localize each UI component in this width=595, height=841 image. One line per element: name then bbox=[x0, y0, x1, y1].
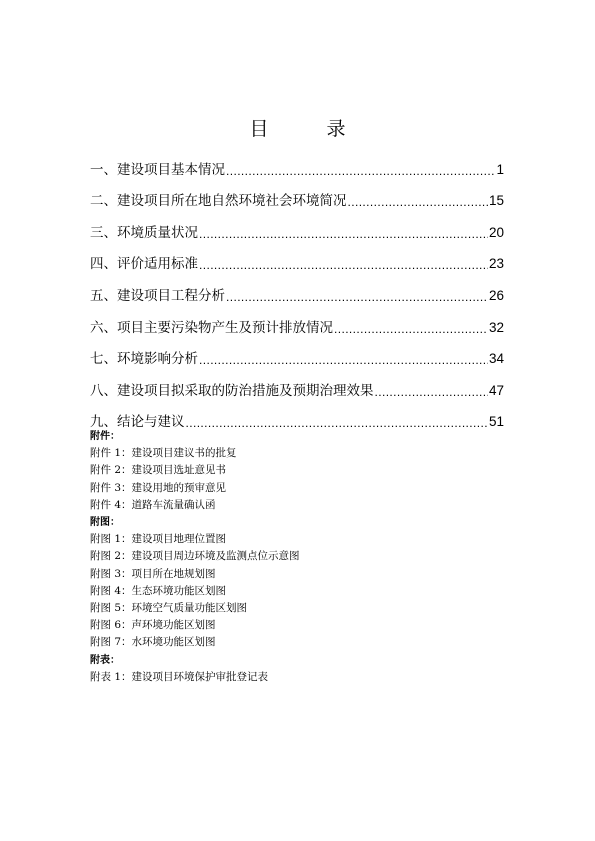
toc-entry-page: 1 bbox=[496, 161, 504, 177]
toc-leader-dots bbox=[226, 288, 488, 306]
toc-entry-page: 15 bbox=[488, 193, 504, 209]
toc-leader-dots bbox=[226, 162, 495, 180]
toc-entry[interactable] bbox=[90, 211, 504, 243]
toc-entry-label: 一、建设项目基本情况 bbox=[90, 161, 225, 178]
toc-entry-page: 20 bbox=[488, 224, 504, 240]
toc-entry-label: 八、建设项目拟采取的防治措施及预期治理效果 bbox=[90, 382, 374, 399]
toc-entry-page: 32 bbox=[488, 319, 504, 335]
toc-entry-page: 47 bbox=[488, 382, 504, 398]
toc-entry[interactable] bbox=[90, 180, 504, 212]
figure-item: 附图 7：水环境功能区划图 bbox=[90, 636, 216, 649]
figure-item: 附图 1：建设项目地理位置图 bbox=[90, 533, 227, 546]
toc-entry-page: 23 bbox=[488, 256, 504, 272]
table-item: 附表 1：建设项目环境保护审批登记表 bbox=[90, 670, 269, 683]
toc-leader-dots bbox=[375, 383, 488, 401]
toc-leader-dots bbox=[199, 225, 488, 243]
figures-heading: 附图： bbox=[90, 517, 120, 529]
table-of-contents bbox=[90, 148, 504, 432]
toc-entry-label: 二、建设项目所在地自然环境社会环境简况 bbox=[90, 193, 347, 210]
toc-leader-dots bbox=[348, 193, 488, 211]
toc-entry[interactable] bbox=[90, 338, 504, 370]
attachments-heading: 附件： bbox=[90, 431, 120, 442]
appendix-list bbox=[90, 428, 510, 686]
toc-entry-page: 34 bbox=[488, 351, 504, 367]
toc-entry-label: 六、项目主要污染物产生及预计排放情况 bbox=[90, 319, 333, 336]
toc-entry[interactable] bbox=[90, 306, 504, 338]
toc-entry-page: 51 bbox=[488, 414, 504, 430]
toc-entry[interactable] bbox=[90, 274, 504, 306]
figure-item: 附图 3：项目所在地规划图 bbox=[90, 567, 216, 580]
attachment-item: 附件 1：建设项目建议书的批复 bbox=[90, 447, 237, 460]
attachment-item: 附件 3：建设用地的预审意见 bbox=[90, 481, 227, 494]
toc-entry[interactable] bbox=[90, 243, 504, 275]
figure-item: 附图 5：环境空气质量功能区划图 bbox=[90, 602, 248, 615]
figure-item: 附图 6：声环境功能区划图 bbox=[90, 619, 216, 632]
tables-heading: 附表： bbox=[90, 654, 120, 666]
toc-entry-label: 五、建设项目工程分析 bbox=[90, 287, 225, 304]
page-title: 目 录 bbox=[249, 118, 372, 140]
toc-entry-label: 七、环境影响分析 bbox=[90, 351, 198, 368]
toc-entry-page: 26 bbox=[488, 287, 504, 303]
toc-entry[interactable] bbox=[90, 369, 504, 401]
toc-entry-label: 四、评价适用标准 bbox=[90, 256, 198, 273]
attachment-item: 附件 2：建设项目选址意见书 bbox=[90, 464, 227, 477]
attachment-item: 附件 4：道路车流量确认函 bbox=[90, 498, 216, 511]
figure-item: 附图 4：生态环境功能区划图 bbox=[90, 584, 227, 597]
figure-item: 附图 2：建设项目周边环境及监测点位示意图 bbox=[90, 550, 300, 563]
toc-leader-dots bbox=[199, 351, 488, 369]
toc-entry[interactable] bbox=[90, 148, 504, 180]
toc-entry-label: 三、环境质量状况 bbox=[90, 224, 198, 241]
toc-leader-dots bbox=[199, 256, 488, 274]
toc-leader-dots bbox=[334, 320, 488, 338]
toc-entry-label: 九、结论与建议 bbox=[90, 414, 185, 431]
